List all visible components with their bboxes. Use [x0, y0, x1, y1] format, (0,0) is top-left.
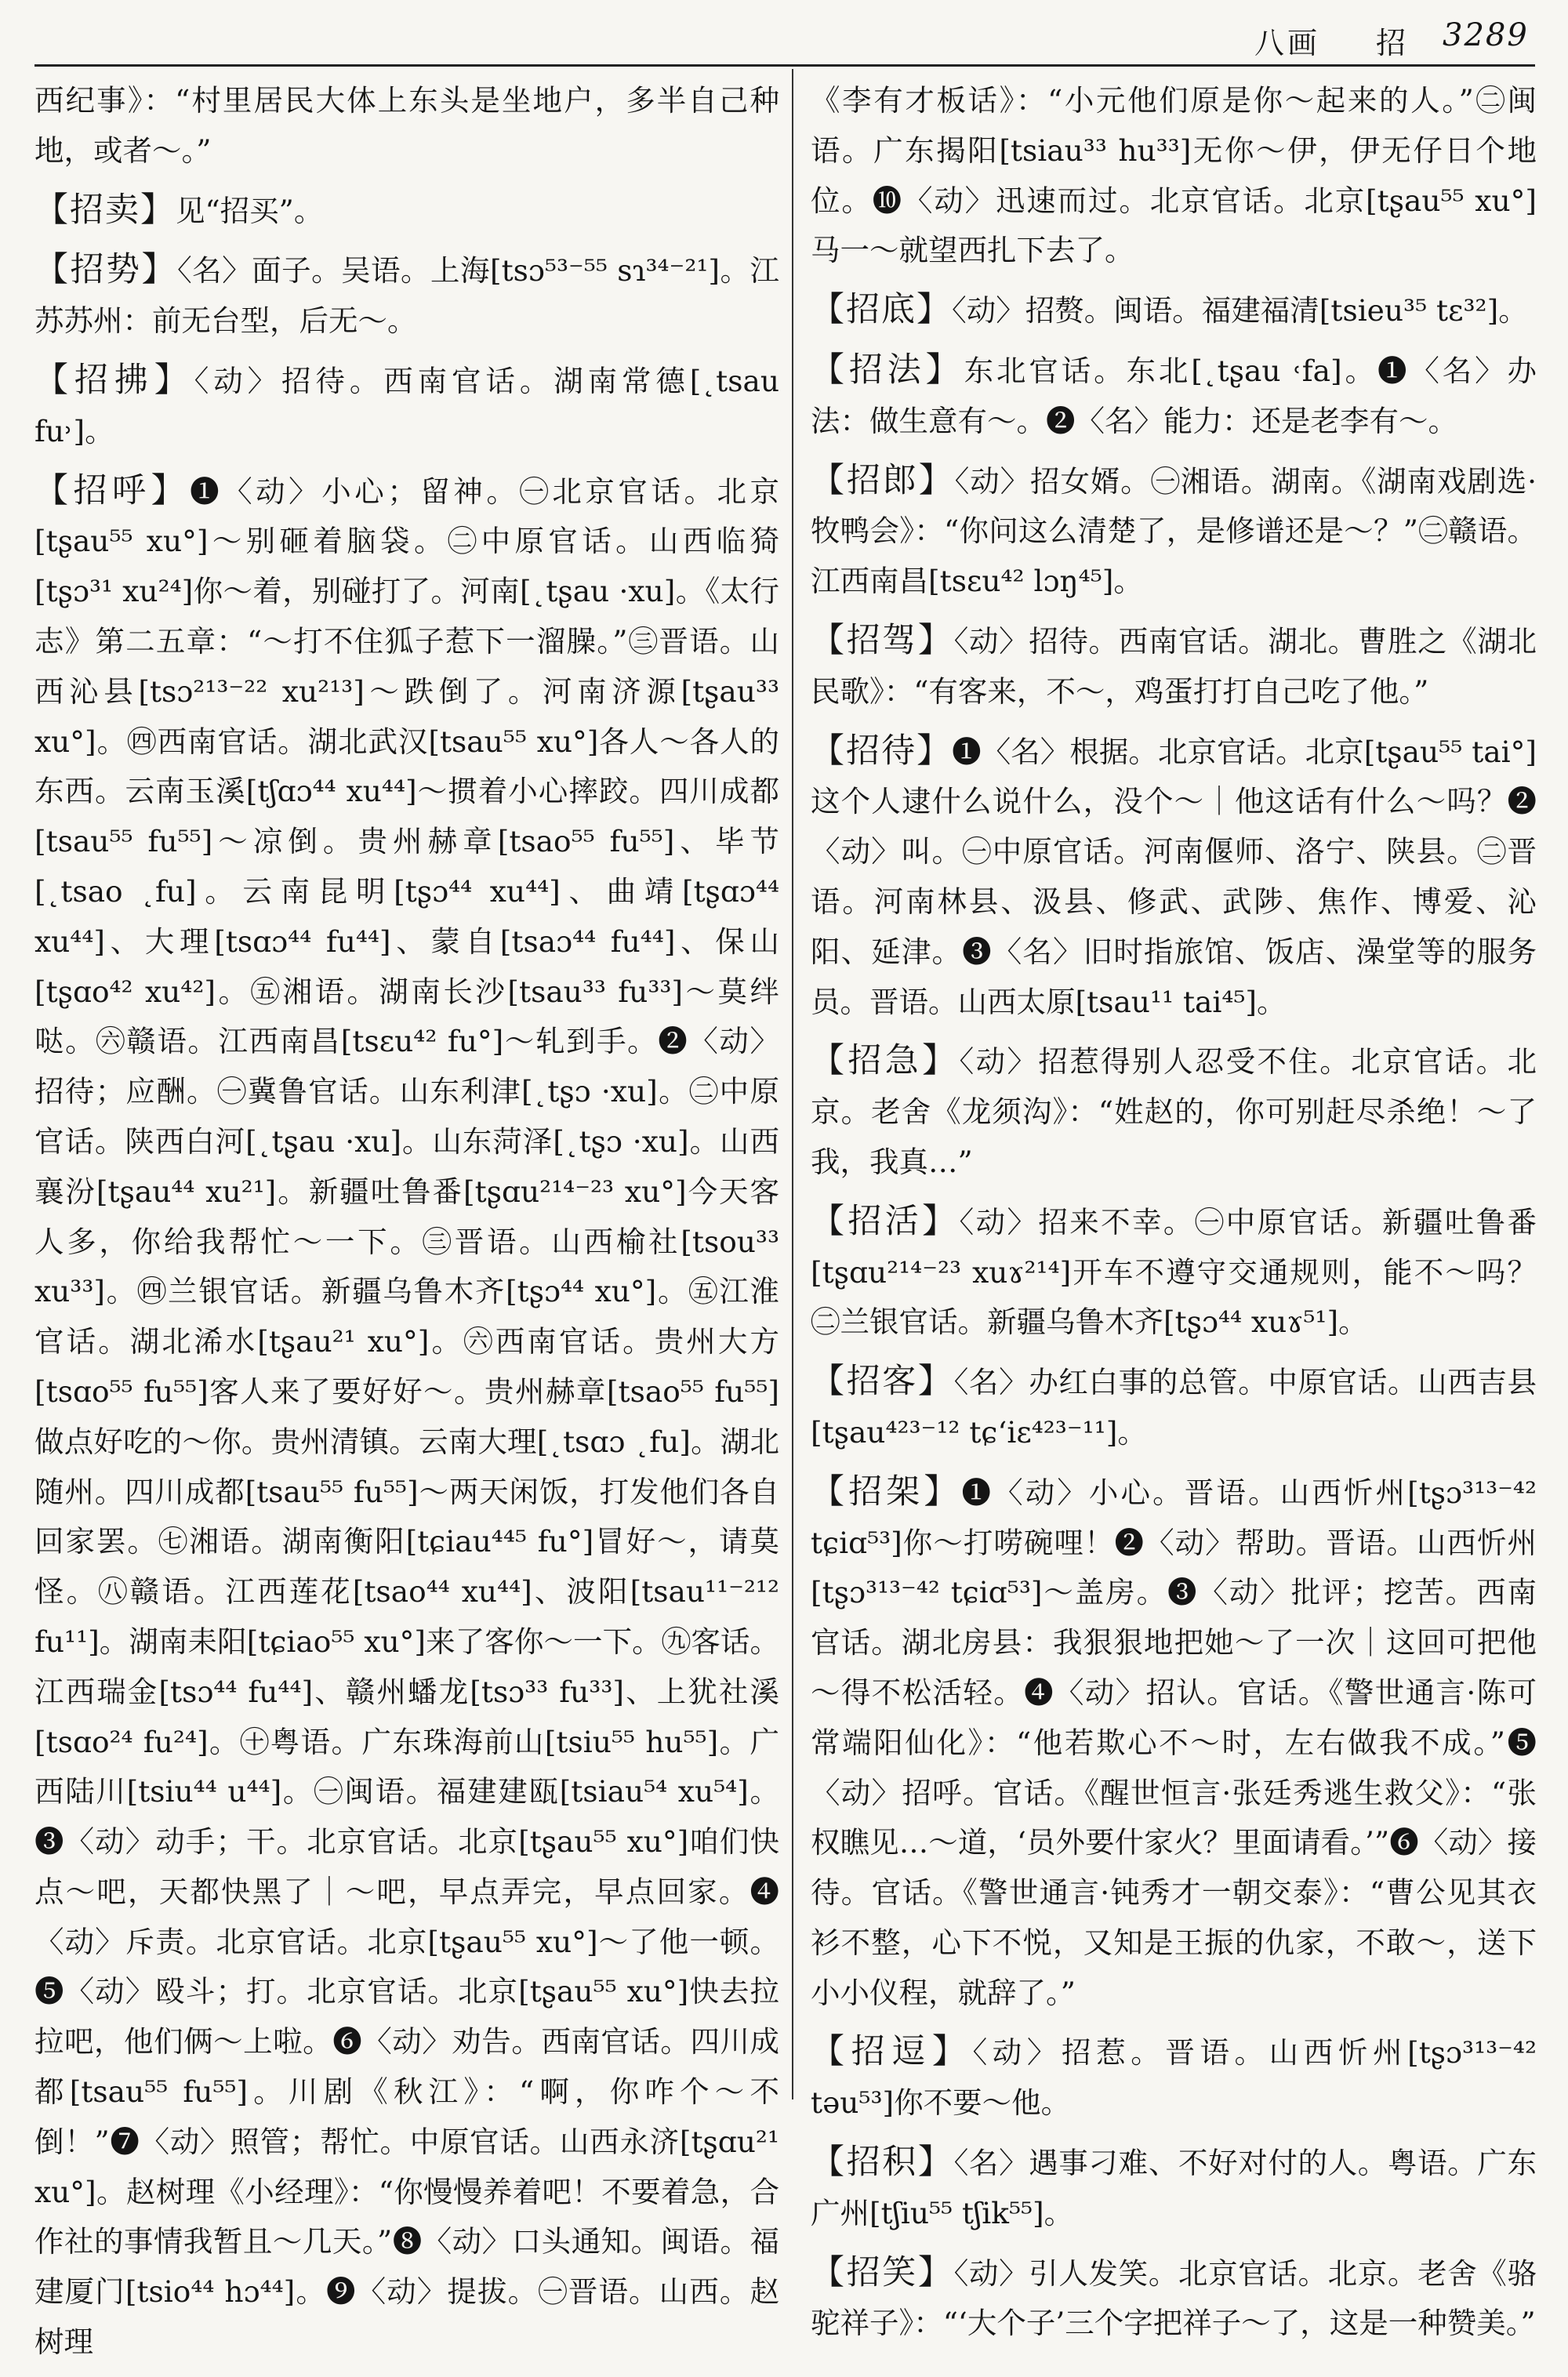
- entry-headword: 【招拂】: [34, 360, 194, 400]
- header-character: 招: [1376, 26, 1406, 60]
- entry-headword: 【招活】: [811, 1201, 960, 1241]
- entry-text: 〈动〉招待。西南官话。湖南常德[˛tsau fu˒]。: [34, 363, 780, 448]
- entry-text: 〈名〉办红白事的总管。中原官话。山西吉县[tʂau⁴²³⁻¹² tɕʻiɛ⁴²³⁻¹¹]。: [811, 1365, 1537, 1450]
- entry: [811, 456, 1537, 607]
- entry: [811, 1197, 1537, 1348]
- section-label: 八画: [1254, 26, 1321, 60]
- entry-text: ❶〈动〉小心；留神。㊀北京官话。北京[tʂau⁵⁵ xu°]～别砸着脑袋。㊁中原官话。山西临猗[tʂɔ³¹ xu²⁴]你～着，别碰打了。河南[˛tʂau ·xu]。《太行志》第二五章：“～打不住狐子惹下一溜臊。”㊂晋语。山西沁县[tsɔ²¹³⁻²² xu²¹³]～跌倒了。河南济源[tʂau³³ xu°]。㊃西南官话。湖北武汉[tsau⁵⁵ xu°]各人～各人的东西。云南玉溪[tʃɑɔ⁴⁴ xu⁴⁴]～掼着小心摔跤。四川成都[tsau⁵⁵ fu⁵⁵]～凉倒。贵州赫章[tsao⁵⁵ fu⁵⁵]、毕节[˛tsao ˛fu]。云南昆明[tʂɔ⁴⁴ xu⁴⁴]、曲靖[tʂɑɔ⁴⁴ xu⁴⁴]、大理[tsɑɔ⁴⁴ fu⁴⁴]、蒙自[tsaɔ⁴⁴ fu⁴⁴]、保山[tʂɑo⁴² xu⁴²]。㊄湘语。湖南长沙[tsau³³ fu³³]～莫绊哒。㊅赣语。江西南昌[tsɛu⁴² fu°]～轧到手。❷〈动〉招待；应酬。㊀冀鲁官话。山东利津[˛tʂɔ ·xu]。㊁中原官话。陕西白河[˛tʂau ·xu]。山东菏泽[˛tʂɔ ·xu]。山西襄汾[tʂau⁴⁴ xu²¹]。新疆吐鲁番[tʂɑu²¹⁴⁻²³ xu°]今天客人多，你给我帮忙～一下。㊂晋语。山西榆社[tsou³³ xu³³]。㊃兰银官话。新疆乌鲁木齐[tʂɔ⁴⁴ xu°]。㊄江淮官话。湖北浠水[tʂau²¹ xu°]。㊅西南官话。贵州大方[tsɑo⁵⁵ fu⁵⁵]客人来了要好好～。贵州赫章[tsao⁵⁵ fu⁵⁵]做点好吃的～你。贵州清镇。云南大理[˛tsɑɔ ˛fu]。湖北随州。四川成都[tsau⁵⁵ fu⁵⁵]～两天闲饭，打发他们各自回家罢。㊆湘语。湖南衡阳[tɕiau⁴⁴⁵ fu°]冒好～，请莫怪。㊇赣语。江西莲花[tsao⁴⁴ xu⁴⁴]、波阳[tsau¹¹⁻²¹² fu¹¹]。湖南耒阳[tɕiao⁵⁵ xu°]来了客你～一下。㊈客话。江西瑞金[tsɔ⁴⁴ fu⁴⁴]、赣州蟠龙[tsɔ³³ fu³³]、上犹社溪[tsɑo²⁴ fu²⁴]。㊉粤语。广东珠海前山[tsiu⁵⁵ hu⁵⁵]。广西陆川[tsiu⁴⁴ u⁴⁴]。㊀闽语。福建建瓯[tsiau⁵⁴ xu⁵⁴]。❸〈动〉动手；干。北京官话。北京[tʂau⁵⁵ xu°]咱们快点～吧，天都快黑了｜～吧，早点弄完，早点回家。❹〈动〉斥责。北京官话。北京[tʂau⁵⁵ xu°]～了他一顿。❺〈动〉殴斗；打。北京官话。北京[tʂau⁵⁵ xu°]快去拉拉吧，他们俩～上啦。❻〈动〉劝告。西南官话。四川成都[tsau⁵⁵ fu⁵⁵]。川剧《秋江》：“啊，你咋个～不倒！”❼〈动〉照管；帮忙。中原官话。山西永济[tʂɑu²¹ xu°]。赵树理《小经理》：“你慢慢养着吧！不要着急，合作社的事情我暂且～几天。”❽〈动〉口头通知。闽语。福建厦门[tsio⁴⁴ hɔ⁴⁴]。❾〈动〉提拔。㊀晋语。山西。赵树理: [34, 474, 780, 2360]
- entry: [811, 285, 1537, 336]
- entry-text: 〈动〉招惹。晋语。山西忻州[tʂɔ³¹³⁻⁴² təu⁵³]你不要～他。: [811, 2035, 1537, 2121]
- entry: [811, 727, 1537, 1028]
- entry-headword: 【招客】: [811, 1362, 954, 1402]
- entry-text: 〈动〉招女婿。㊀湘语。湖南。《湖南戏剧选·牧鸭会》：“你问这么清楚了，是修谱还是～？”㊁赣语。江西南昌[tsɛu⁴² lɔŋ⁴⁵]。: [811, 463, 1537, 599]
- entry: [34, 245, 779, 347]
- entry: [811, 2138, 1537, 2239]
- entry-headword: 【招势】: [34, 250, 177, 290]
- entry: [811, 1357, 1537, 1458]
- entry-headword: 【招呼】: [34, 470, 191, 510]
- entry: [34, 466, 779, 2368]
- column-divider: [792, 69, 793, 2099]
- header-rule: [34, 64, 1535, 67]
- entry-headword: 【招逗】: [811, 2032, 973, 2072]
- entry-headword: 【招卖】: [34, 190, 176, 230]
- entry-headword: 【招底】: [811, 290, 952, 330]
- entry: [34, 356, 779, 457]
- entry-text: 见“招买”。: [176, 193, 324, 228]
- entry-headword: 【招架】: [811, 1472, 962, 1511]
- entry-text: 《李有才板话》：“小元他们原是你～起来的人。”㊁闽语。广东揭阳[tsiau³³ hu³³]无你～伊，伊无仔日个地位。❿〈动〉迅速而过。北京官话。北京[tʂau⁵⁵ xu°]马一～就望西扎下去了。: [811, 83, 1537, 268]
- entry-headword: 【招急】: [811, 1041, 960, 1081]
- entry-headword: 【招待】: [811, 731, 953, 771]
- left-column: [34, 75, 779, 2377]
- entry-text: 〈动〉引人发笑。北京官话。北京。老舍《骆驼祥子》：“‘大个子’三个字把祥子～了，这是一种赞美。”: [811, 2255, 1537, 2341]
- entry-continued: [811, 75, 1537, 276]
- entry-headword: 【招驾】: [811, 620, 954, 660]
- entry: [811, 1468, 1537, 2019]
- entry-text: 〈名〉遇事刁难、不好对付的人。粤语。广东广州[tʃiu⁵⁵ tʃik⁵⁵]。: [811, 2146, 1537, 2230]
- entry-headword: 【招积】: [811, 2143, 954, 2183]
- entry-text: 〈动〉招来不幸。㊀中原官话。新疆吐鲁番[tʂɑu²¹⁴⁻²³ xuɤ²¹⁴]开车不遵守交通规则，能不～吗？㊁兰银官话。新疆乌鲁木齐[tʂɔ⁴⁴ xuɤ⁵¹]。: [811, 1204, 1537, 1340]
- entry: [811, 2027, 1537, 2128]
- entry-text: 〈名〉面子。吴语。上海[tsɔ⁵³⁻⁵⁵ sɿ³⁴⁻²¹]。江苏苏州：前无台型，后无～。: [34, 253, 779, 339]
- entry-text: 〈动〉招待。西南官话。湖北。曹胜之《湖北民歌》：“有客来，不～，鸡蛋打打自己吃了他。”: [811, 623, 1537, 709]
- entry-text: 东北官话。东北[˛tʂau ˓fa]。❶〈名〉办法：做生意有～。❷〈名〉能力：还是老李有～。: [811, 353, 1537, 438]
- entry-text: ❶〈动〉小心。晋语。山西忻州[tʂɔ³¹³⁻⁴² tɕiɑ⁵³]你～打唠碗哩！❷〈动〉帮助。晋语。山西忻州[tʂɔ³¹³⁻⁴² tɕiɑ⁵³]～盖房。❸〈动〉批评；挖苦。西南官话。湖北房县：我狠狠地把她～了一次｜这回可把他～得不松活轻。❹〈动〉招认。官话。《警世通言·陈可常端阳仙化》：“他若欺心不～时，左右做我不成。”❺〈动〉招呼。官话。《醒世恒言·张廷秀逃生救父》：“张权瞧见…～道，‘员外要什家火？里面请看。’”❻〈动〉接待。官话。《警世通言·钝秀才一朝交泰》：“曹公见其衣衫不整，心下不悦，又知是王振的仇家，不敢～，送下小小仪程，就辞了。”: [811, 1475, 1537, 2010]
- entry: [34, 186, 779, 237]
- entry-continued: [34, 75, 779, 176]
- page-header: [0, 0, 1568, 67]
- entry-headword: 【招郎】: [811, 460, 955, 500]
- entry-text: ❶〈名〉根据。北京官话。北京[tʂau⁵⁵ tai°]这个人逮什么说什么，没个～｜他这话有什么～吗？❷〈动〉叫。㊀中原官话。河南偃师、洛宁、陕县。㊁晋语。河南林县、汲县、修武、武陟、焦作、博爱、沁阳、延津。❸〈名〉旧时指旅馆、饭店、澡堂等的服务员。晋语。山西太原[tsau¹¹ tai⁴⁵]。: [811, 734, 1537, 1019]
- right-column: [811, 75, 1537, 2358]
- entry: [811, 616, 1537, 717]
- entry: [811, 2248, 1537, 2350]
- entry-headword: 【招笑】: [811, 2252, 954, 2292]
- entry-text: 〈动〉招赘。闽语。福建福清[tsieu³⁵ tɛ³²]。: [952, 293, 1528, 328]
- page-number: 3289: [1443, 17, 1529, 53]
- entry-text: 西纪事》：“村里居民大体上东头是坐地户，多半自己种地，或者～。”: [34, 83, 779, 168]
- entry: [811, 346, 1537, 447]
- entry: [811, 1036, 1537, 1187]
- entry-text: 〈动〉招惹得别人忍受不住。北京官话。北京。老舍《龙须沟》：“姓赵的，你可别赶尽杀绝！～了我，我真…”: [811, 1044, 1537, 1179]
- entry-headword: 【招法】: [811, 350, 964, 390]
